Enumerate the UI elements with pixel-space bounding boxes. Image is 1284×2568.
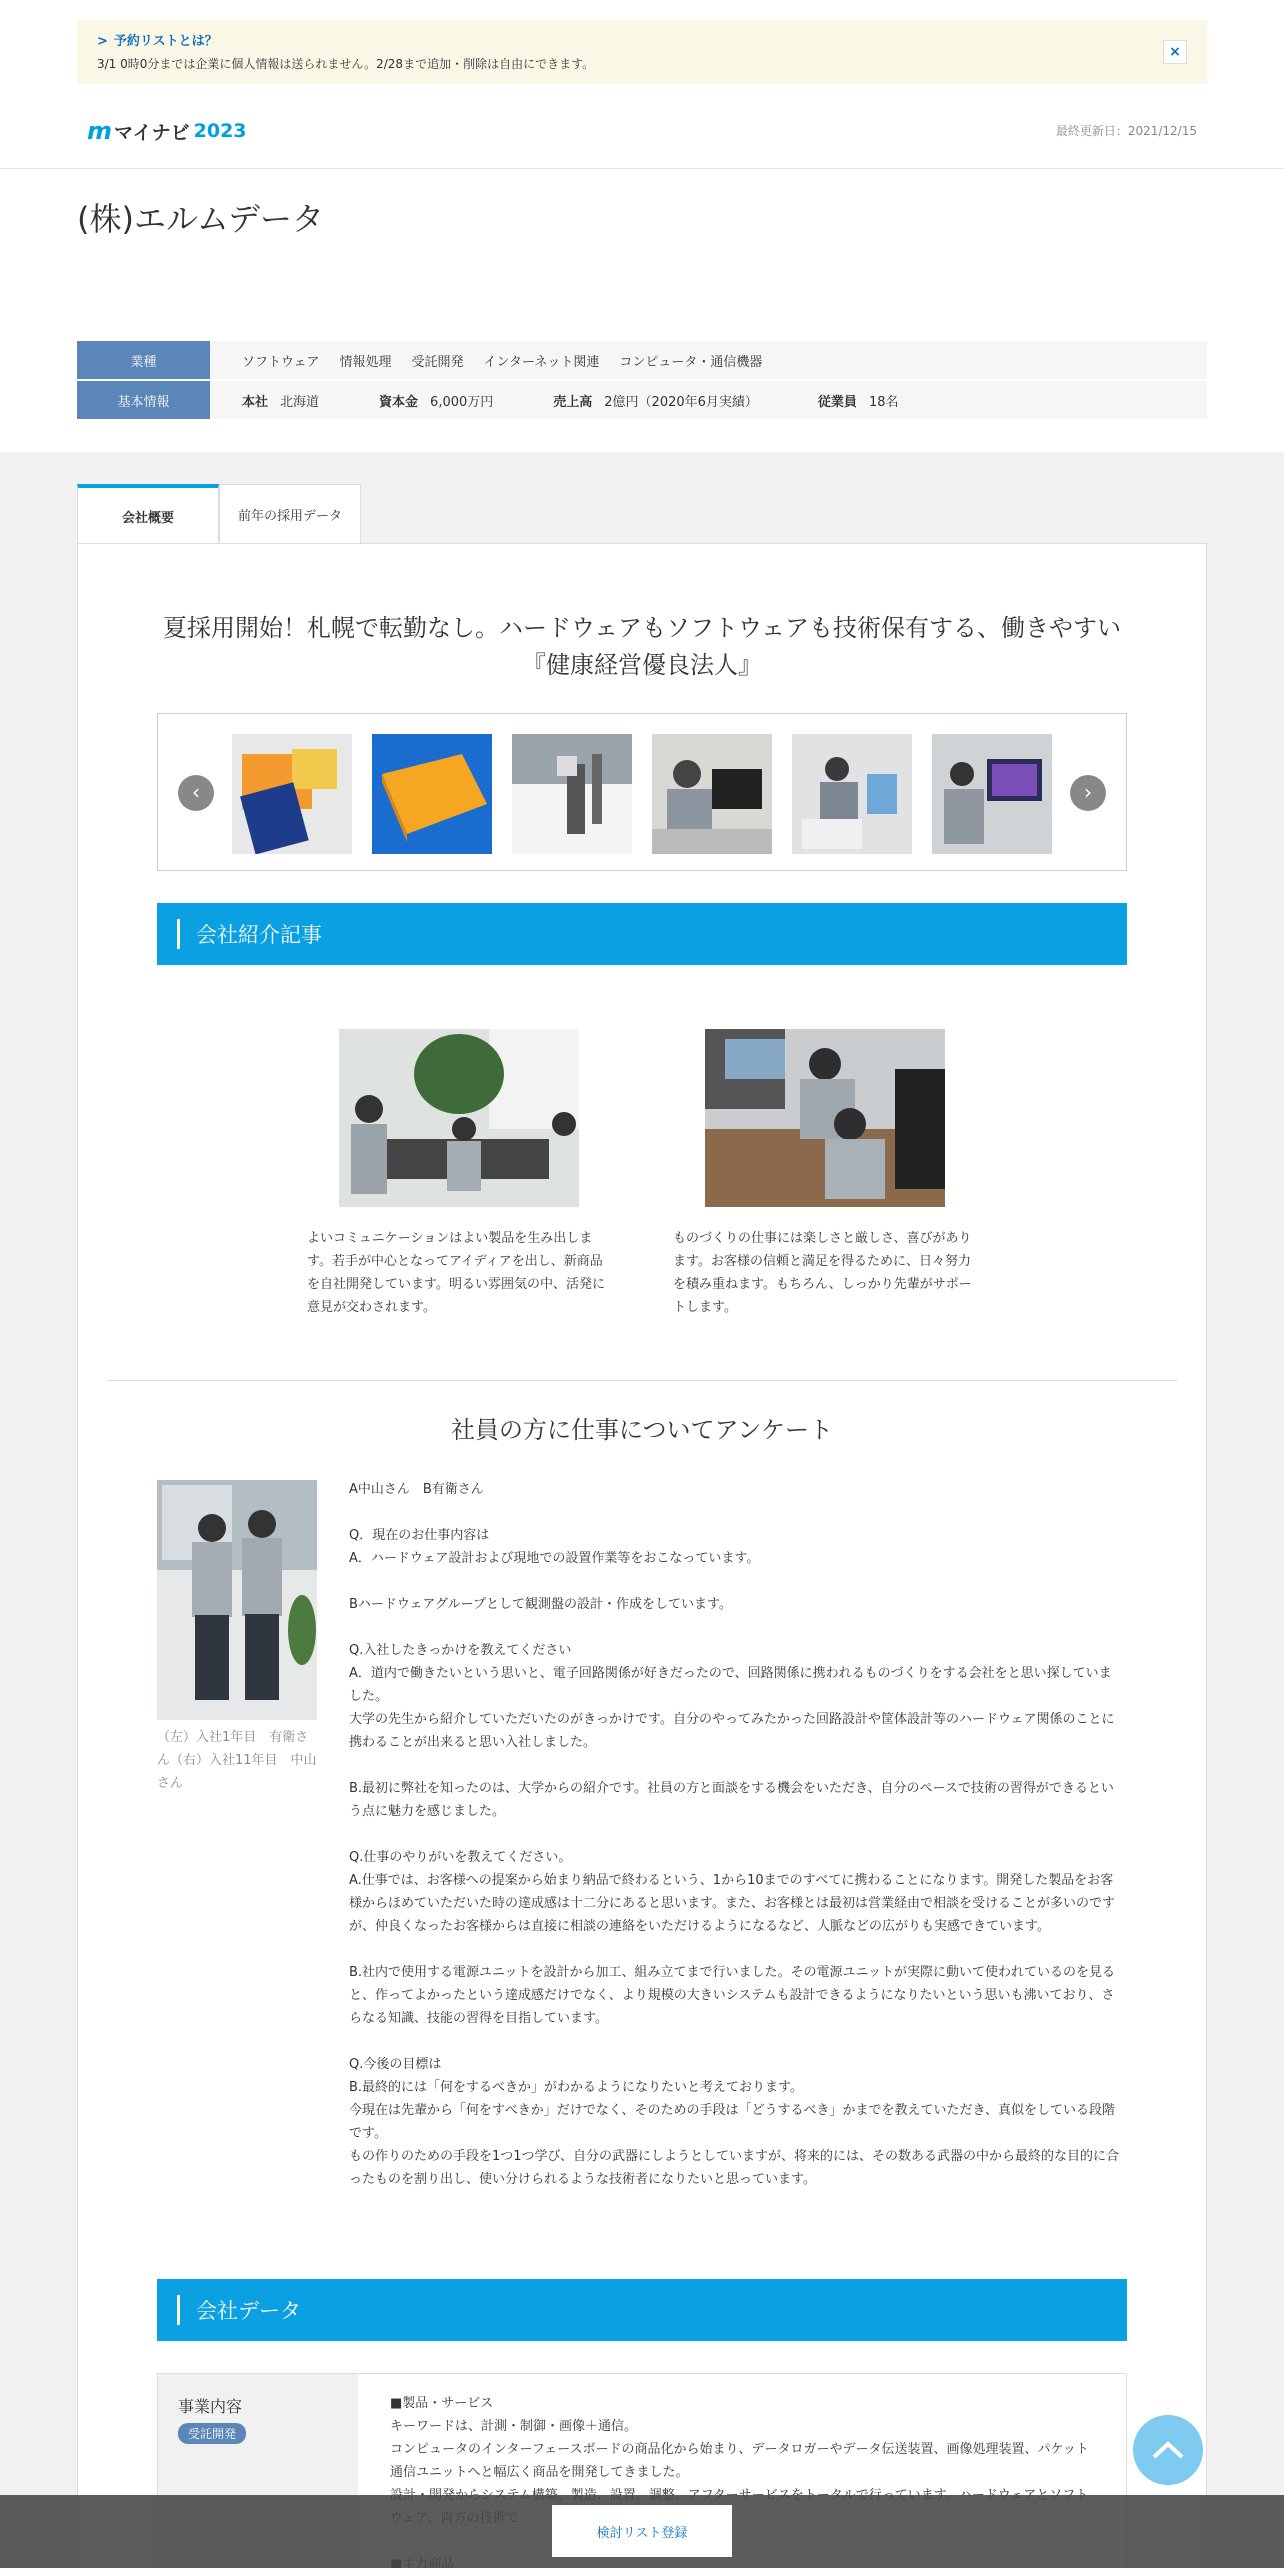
survey-line	[349, 1754, 1124, 1777]
data-line: ■製品・サービス	[390, 2396, 494, 2411]
survey-line	[349, 1938, 1124, 1961]
survey-title: 社員の方に仕事についてアンケート	[450, 1416, 834, 1444]
hq-key: 本社	[242, 394, 269, 410]
section-accent-line	[177, 919, 180, 949]
capital-item	[379, 391, 513, 410]
company-data-section-title: 会社データ	[196, 2299, 301, 2323]
intro-section-title: 会社紹介記事	[196, 923, 322, 947]
gallery-photo[interactable]	[512, 734, 632, 854]
catch-copy: 夏採用開始！札幌で転勤なし。ハードウェアもソフトウェアも技術保有する、働きやすい『健康経営優良法人』	[162, 614, 1122, 679]
employees-key: 従業員	[817, 394, 857, 410]
gallery-next-button[interactable]: ›	[1070, 775, 1106, 811]
employee-photo	[157, 1480, 317, 1720]
employees-item	[818, 391, 919, 410]
industry-item: コンピュータ・通信機器	[619, 354, 763, 370]
survey-line: B.社内で使用する電源ユニットを設計から加工、組み立てまで行いました。その電源ユニットが実際に動いて使われているのを見ると、作ってよかったという達成感だけでなく、より規模の大きいシステムも設計できるようになりたいという思いも沸いており、さらなる知識、技能の習得を目指しています。	[349, 1965, 1116, 2026]
industry-row	[77, 341, 1207, 379]
article-caption: ものづくりの仕事には楽しさと厳しさ、喜びがあります。お客様の信頼と満足を得るために、日々努力を積み重ねます。もちろん、しっかり先輩がサポートします。	[673, 1231, 972, 1315]
article-caption: よいコミュニケーションはよい製品を生み出します。若手が中心となってアイディアを出し、新商品を自社開発しています。明るい雰囲気の中、活発に意見が交わされます。	[307, 1231, 605, 1315]
sales-item	[553, 391, 778, 410]
survey-line	[349, 1616, 1124, 1639]
gallery-photo[interactable]	[932, 734, 1052, 854]
category-badge: 受託開発	[178, 2423, 246, 2444]
gallery-photo[interactable]	[792, 734, 912, 854]
notice-title-link[interactable]	[97, 30, 1187, 49]
survey-line: Q.入社したきっかけを教えてください	[349, 1643, 572, 1658]
gallery-prev-button[interactable]: ‹	[178, 775, 214, 811]
company-data-section-header	[157, 2279, 1127, 2341]
tab-previous-year-data[interactable]: 前年の採用データ	[219, 484, 361, 544]
logo-year: 2023	[193, 120, 247, 142]
gallery-photo[interactable]	[652, 734, 772, 854]
sales-value: 2億円（2020年6月実績）	[604, 394, 758, 410]
industry-item: ソフトウェア	[242, 354, 320, 370]
employee-photo-caption: （左）入社1年目 有衛さん（右）入社11年目 中山さん	[157, 1730, 317, 1791]
basic-info-row	[77, 381, 1207, 419]
tab-bar	[77, 484, 361, 545]
survey-line: A.仕事では、お客様への提案から始まり納品で終わるという、1から10までのすべてに携わることになります。開発した製品をお客様からほめていただいた時の達成感は十二分にあると思います。また、お客様とは最初は営業経由で相談を受けることが多いのですが、仲良くなったお客様からは直接に相談の連絡をいただけるようになるなど、人脈などの広がりも実感できています。	[349, 1873, 1115, 1934]
basic-info-label: 基本情報	[77, 381, 210, 419]
survey-line: Q．現在のお仕事内容は	[349, 1528, 490, 1543]
logo-mark-icon: m	[87, 117, 111, 145]
survey-line: Q.今後の目標は	[349, 2057, 442, 2072]
tab-company-overview[interactable]: 会社概要	[77, 484, 219, 545]
employees-value: 18名	[868, 394, 899, 410]
scroll-to-top-button[interactable]	[1133, 2415, 1203, 2485]
company-info-table	[77, 341, 1207, 421]
survey-line: 今現在は先輩から「何をすべきか」だけでなく、そのための手段は「どうするべき」かまでを教えていただき、真似をしている段階です。	[349, 2103, 1115, 2141]
survey-line: A中山さん B有衛さん	[349, 1482, 484, 1497]
article-photo	[705, 1029, 945, 1207]
industry-list	[210, 341, 1207, 379]
notice-text: 3/1 0時0分までは企業に個人情報は送られません。2/28まで追加・削除は自由にできます。	[97, 57, 595, 71]
survey-line	[349, 1501, 1124, 1524]
industry-item: 情報処理	[339, 354, 392, 370]
hq-value: 北海道	[280, 394, 320, 410]
data-line: キーワードは、計測・制御・画像＋通信。	[390, 2419, 638, 2434]
section-divider	[107, 1380, 1177, 1381]
survey-line: Q.仕事のやりがいを教えてください。	[349, 1850, 572, 1865]
last-updated: 最終更新日：2021/12/15	[1055, 124, 1197, 138]
close-icon[interactable]: ×	[1163, 40, 1187, 64]
data-line: コンピュータのインターフェースボードの商品化から始まり、データロガーやデータ伝送装置、画像処理装置、パケット通信ユニットへと幅広く商品を開発してきました。	[390, 2442, 1089, 2480]
add-to-list-button[interactable]: 検討リスト登録	[552, 2505, 732, 2557]
survey-answers	[349, 1478, 1124, 2191]
company-name: (株)エルムデータ	[77, 200, 325, 238]
industry-item: インターネット関連	[483, 354, 600, 370]
survey-line: A．ハードウェア設計および現地での設置作業等をおこなっています。	[349, 1551, 760, 1566]
mynavi-logo[interactable]	[87, 118, 247, 144]
chevron-up-icon	[1151, 2440, 1185, 2460]
business-content-label: 事業内容	[178, 2397, 243, 2416]
survey-line: 大学の先生から紹介していただいたのがきっかけです。自分のやってみたかった回路設計や筐体設計等のハードウェア関係のことに携わることが出来ると思い入社しました。	[349, 1712, 1115, 1750]
survey-line: B.最初に弊社を知ったのは、大学からの紹介です。社員の方と面談をする機会をいただき、自分のペースで技術の習得ができるという点に魅力を感じました。	[349, 1781, 1114, 1819]
sales-key: 売上高	[553, 394, 593, 410]
survey-line: Bハードウェアグループとして観測盤の設計・作成をしています。	[349, 1597, 732, 1612]
notice-title[interactable]: 予約リストとは？	[113, 34, 218, 49]
chevron-right-icon: >	[97, 34, 108, 49]
logo-text: マイナビ	[114, 121, 190, 144]
photo-gallery	[157, 713, 1127, 871]
header-divider	[0, 168, 1284, 169]
survey-line	[349, 1570, 1124, 1593]
gallery-photo[interactable]	[232, 734, 352, 854]
hq-item	[242, 391, 339, 410]
survey-line: B.最終的には「何をするべきか」がわかるようになりたいと考えております。	[349, 2080, 804, 2095]
section-accent-line	[177, 2295, 180, 2325]
capital-value: 6,000万円	[430, 394, 494, 410]
survey-line	[349, 1823, 1124, 1846]
survey-line: もの作りのための手段を1つ1つ学び、自分の武器にしようとしていますが、将来的には、その数ある武器の中から最終的な目的に合ったものを割り出し、使い分けられるような技術者になりたいと思っています。	[349, 2149, 1120, 2187]
industry-item: 受託開発	[411, 354, 464, 370]
survey-line: A．道内で働きたいという思いと、電子回路関係が好きだったので、回路関係に携われるものづくりをする会社をと思い探していました。	[349, 1666, 1112, 1704]
notice-banner	[77, 20, 1207, 84]
article-item	[673, 1029, 973, 1319]
gallery-photo[interactable]	[372, 734, 492, 854]
industry-label: 業種	[77, 341, 210, 379]
article-item	[307, 1029, 607, 1319]
survey-line	[349, 2030, 1124, 2053]
article-photo	[339, 1029, 579, 1207]
capital-key: 資本金	[379, 394, 419, 410]
intro-section-header	[157, 903, 1127, 965]
basic-info-list	[210, 381, 1207, 419]
